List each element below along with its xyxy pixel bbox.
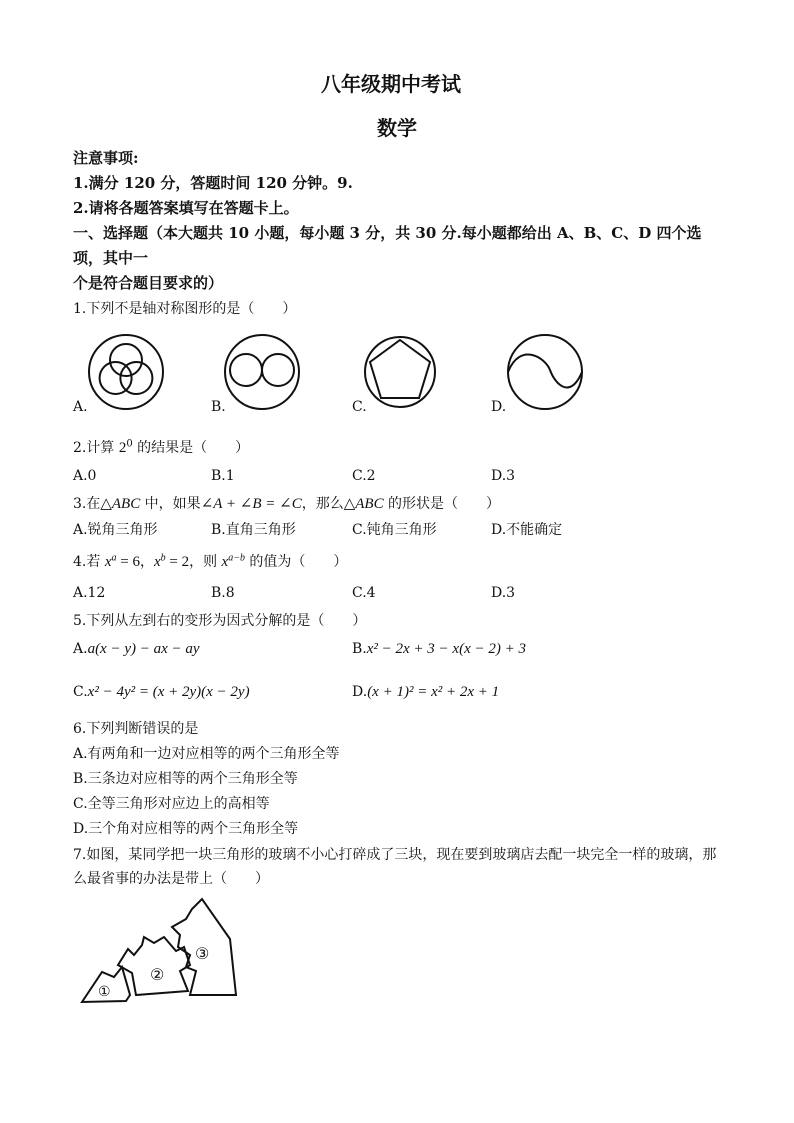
q5-option-c [73, 684, 250, 701]
q2-option-c: C.2 [352, 468, 376, 484]
q4-eq1-exp: a [111, 552, 117, 564]
section-heading-line3: 个是符合题目要求的） [73, 274, 224, 292]
q1-figure-b-two-circles [222, 332, 302, 412]
q7-piece-2-label: ② [150, 965, 165, 984]
q7-piece-1-label: ① [98, 984, 111, 1000]
q3-mid-1: 中，如果 [140, 496, 201, 512]
q5-option-d [352, 684, 499, 701]
section-heading-line1: 一、选择题（本大题共 10 小题，每小题 3 分，共 30 分.每小题都给出 A、B、C、D 四个选 [73, 224, 702, 242]
q2-option-d: D.3 [491, 468, 516, 484]
q4-stem-suffix: 的值为（ ） [244, 554, 348, 570]
q2-stem [73, 437, 249, 457]
note-item-1: 1.满分 120 分，答题时间 120 分钟。9. [73, 174, 353, 192]
q4-option-b: B.8 [211, 585, 235, 601]
q4-eq2-rhs: = 2 [165, 554, 190, 570]
q2-exponent: 0 [126, 438, 133, 450]
q4-mid: ，则 [189, 554, 222, 570]
q6-option-d: D.三个角对应相等的两个三角形全等 [73, 821, 299, 837]
q4-eq3-exp: a−b [228, 552, 245, 564]
q4-eq2-base: x [153, 554, 161, 570]
q3-stem [73, 493, 500, 513]
q5-option-d-label: D. [352, 684, 368, 700]
q5-option-c-label: C. [73, 684, 88, 700]
q3-stem-suffix: 的形状是（ ） [383, 496, 501, 512]
subject-title: 数学 [377, 116, 417, 140]
q1-option-a: A. [73, 399, 88, 415]
q3-option-b: B.直角三角形 [211, 522, 296, 538]
q1-figure-d-yin-yang-curve [505, 332, 585, 412]
q5-stem: 5.下列从左到右的变形为因式分解的是（ ） [73, 613, 367, 629]
q1-option-c: C. [352, 399, 367, 415]
q4-eq1-rhs: = 6 [116, 554, 140, 570]
exam-title: 八年级期中考试 [321, 72, 461, 96]
q6-stem: 6.下列判断错误的是 [73, 721, 199, 737]
q5-option-a [73, 641, 200, 658]
q5-option-b-label: B. [352, 641, 367, 657]
q3-option-d: D.不能确定 [491, 522, 563, 538]
q4-stem [73, 551, 347, 571]
q4-stem-prefix: 4.若 [73, 554, 105, 570]
q2-stem-after: 的结果是（ ） [132, 440, 250, 456]
q2-option-b: B.1 [211, 468, 235, 484]
q1-option-b: B. [211, 399, 226, 415]
q1-stem: 1.下列不是轴对称图形的是（ ） [73, 301, 297, 317]
q4-sep: ， [139, 554, 154, 570]
q5-option-b [352, 641, 526, 658]
q5-option-c-expr: x² − 4y² = (x + 2y)(x − 2y) [87, 684, 250, 700]
q1-option-d: D. [491, 399, 507, 415]
q2-stem-before: 2.计算 [73, 440, 119, 456]
q4-eq1-base: x [104, 554, 112, 570]
q4-option-c: C.4 [352, 585, 376, 601]
q4-eq2-exp: b [160, 552, 166, 564]
q1-figure-a-trefoil-circle [86, 332, 166, 412]
q6-option-a: A.有两角和一边对应相等的两个三角形全等 [73, 746, 340, 762]
q4-option-d: D.3 [491, 585, 516, 601]
notes-heading: 注意事项: [73, 149, 139, 167]
q5-option-a-expr: a(x − y) − ax − ay [87, 641, 200, 657]
q4-eq3-base: x [221, 554, 229, 570]
q3-option-a: A.锐角三角形 [73, 522, 158, 538]
q2-base: 2 [118, 440, 127, 456]
q6-option-c: C.全等三角形对应边上的高相等 [73, 796, 270, 812]
q3-option-c: C.钝角三角形 [352, 522, 437, 538]
q7-piece-3-label: ③ [195, 944, 210, 963]
q3-mid-2: ，那么 [301, 496, 344, 512]
q2-option-a: A.0 [73, 468, 97, 484]
q3-triangle-2: △ABC [343, 496, 384, 512]
q3-stem-prefix: 3.在 [73, 496, 101, 512]
q5-option-a-label: A. [73, 641, 88, 657]
q7-stem-line1: 7.如图，某同学把一块三角形的玻璃不小心打碎成了三块，现在要到玻璃店去配一块完全一样的玻璃，那 [73, 847, 717, 863]
q7-stem-line2: 么最省事的办法是带上（ ） [73, 871, 269, 887]
q1-figure-c-pentagon-circle [362, 334, 438, 410]
q6-option-b: B.三条边对应相等的两个三角形全等 [73, 771, 298, 787]
q5-option-b-expr: x² − 2x + 3 − x(x − 2) + 3 [366, 641, 526, 657]
section-heading-line2: 项，其中一 [73, 249, 149, 267]
q3-condition: ∠A + ∠B = ∠C [200, 496, 302, 512]
note-item-2: 2.请将各题答案填写在答题卡上。 [73, 199, 299, 217]
q5-option-d-expr: (x + 1)² = x² + 2x + 1 [367, 684, 500, 700]
q4-option-a: A.12 [73, 585, 106, 601]
q3-triangle-1: △ABC [100, 496, 141, 512]
